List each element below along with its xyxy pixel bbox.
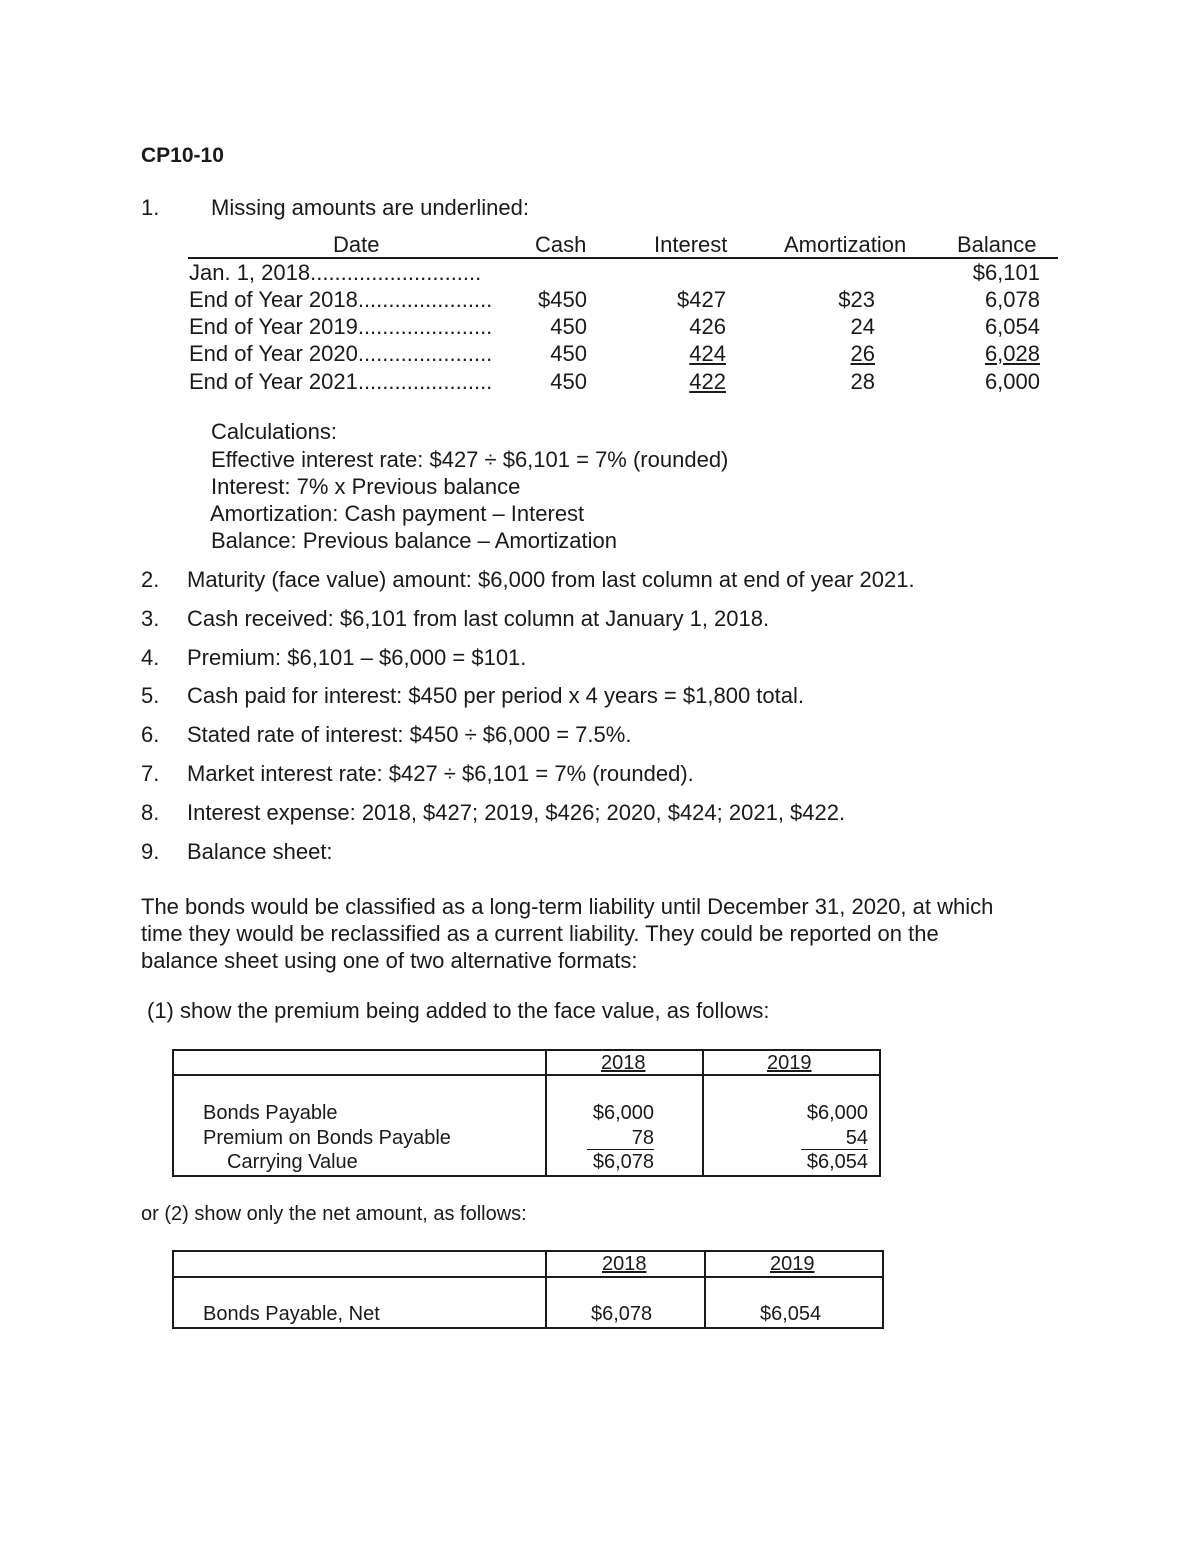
value-2018: $6,078 <box>591 1303 653 1325</box>
row-label: Carrying Value <box>227 1151 358 1173</box>
row-date: End of Year 2020 <box>189 341 358 366</box>
value-2018: $6,078 <box>592 1151 654 1173</box>
format-2-intro: or (2) show only the net amount, as follows: <box>141 1203 527 1225</box>
calculation-line: Balance: Previous balance – Amortization <box>211 528 618 553</box>
format-1-intro: (1) show the premium being added to the face value, as follows: <box>147 998 770 1023</box>
year-header-2018: 2018 <box>601 1052 646 1074</box>
row-interest: $427 <box>677 287 726 312</box>
list-item-number: 7. <box>141 761 160 786</box>
year-header-2019: 2019 <box>767 1052 812 1074</box>
calculation-line: Effective interest rate: $427 ÷ $6,101 = 7% (rounded) <box>211 447 729 472</box>
row-cash: 450 <box>550 341 587 366</box>
list-item: Interest expense: 2018, $427; 2019, $426; 2020, $424; 2021, $422. <box>187 800 846 825</box>
row-amortization: $23 <box>838 287 875 312</box>
calculation-line: Amortization: Cash payment – Interest <box>210 501 585 526</box>
row-interest: 426 <box>689 314 726 339</box>
row-label: Bonds Payable <box>203 1102 338 1124</box>
list-item-number: 4. <box>141 645 160 670</box>
column-divider <box>545 1250 547 1329</box>
value-2019: $6,054 <box>760 1303 822 1325</box>
list-item: Balance sheet: <box>187 839 333 864</box>
row-balance: $6,101 <box>972 260 1040 285</box>
row-date: Jan. 1, 2018 <box>189 260 311 285</box>
value-2018: $6,000 <box>592 1102 654 1124</box>
item-1-text: Missing amounts are underlined: <box>211 195 529 220</box>
row-date: End of Year 2021 <box>189 369 358 394</box>
list-item-number: 5. <box>141 683 160 708</box>
header-date: Date <box>333 232 380 257</box>
header-divider <box>172 1276 884 1278</box>
table-row <box>0 260 1200 287</box>
column-divider <box>545 1049 547 1177</box>
row-cash: 450 <box>550 314 587 339</box>
value-2019: $6,000 <box>806 1102 868 1124</box>
leader-dots: ...................... <box>357 369 493 394</box>
row-balance: 6,054 <box>984 314 1040 339</box>
row-amortization: 26 <box>850 341 875 366</box>
header-rule <box>188 257 1058 259</box>
value-2018: 78 <box>587 1127 654 1150</box>
list-item-number: 3. <box>141 606 160 631</box>
list-item: Cash received: $6,101 from last column at January 1, 2018. <box>187 606 770 631</box>
row-interest: 422 <box>689 369 726 394</box>
row-interest: 424 <box>689 341 726 366</box>
leader-dots: ...................... <box>357 287 493 312</box>
year-header-2019: 2019 <box>770 1253 815 1275</box>
year-header-2018: 2018 <box>602 1253 647 1275</box>
row-balance: 6,000 <box>984 369 1040 394</box>
value-2019: $6,054 <box>806 1151 868 1173</box>
list-item: Premium: $6,101 – $6,000 = $101. <box>187 645 527 670</box>
table-row <box>0 369 1200 396</box>
page-title: CP10-10 <box>141 144 224 167</box>
paragraph-line: balance sheet using one of two alternative formats: <box>141 948 638 973</box>
calculations-heading: Calculations: <box>211 419 337 444</box>
list-item: Maturity (face value) amount: $6,000 from last column at end of year 2021. <box>187 567 915 592</box>
list-item: Market interest rate: $427 ÷ $6,101 = 7% (rounded). <box>187 761 694 786</box>
leader-dots: ............................ <box>310 260 482 285</box>
list-item-number: 9. <box>141 839 160 864</box>
list-item: Stated rate of interest: $450 ÷ $6,000 = 7.5%. <box>187 722 632 747</box>
header-amortization: Amortization <box>784 232 907 257</box>
row-cash: 450 <box>550 369 587 394</box>
header-interest: Interest <box>654 232 728 257</box>
table-row <box>0 314 1200 341</box>
row-balance: 6,078 <box>984 287 1040 312</box>
row-date: End of Year 2019 <box>189 314 358 339</box>
calculation-line: Interest: 7% x Previous balance <box>211 474 521 499</box>
column-divider <box>702 1049 704 1177</box>
leader-dots: ...................... <box>357 341 493 366</box>
paragraph-line: time they would be reclassified as a current liability. They could be reported on the <box>141 921 939 946</box>
row-amortization: 28 <box>850 369 875 394</box>
paragraph-line: The bonds would be classified as a long-term liability until December 31, 2020, at which <box>141 894 994 919</box>
item-1-number: 1. <box>141 195 160 220</box>
list-item-number: 2. <box>141 567 160 592</box>
row-balance: 6,028 <box>984 341 1040 366</box>
table-row <box>0 341 1200 368</box>
list-item: Cash paid for interest: $450 per period x 4 years = $1,800 total. <box>187 683 804 708</box>
row-label: Bonds Payable, Net <box>203 1303 380 1325</box>
row-label: Premium on Bonds Payable <box>203 1127 451 1149</box>
list-item-number: 8. <box>141 800 160 825</box>
header-cash: Cash <box>535 232 587 257</box>
column-divider <box>704 1250 706 1329</box>
row-amortization: 24 <box>850 314 875 339</box>
leader-dots: ...................... <box>357 314 493 339</box>
row-date: End of Year 2018 <box>189 287 358 312</box>
list-item-number: 6. <box>141 722 160 747</box>
value-2019: 54 <box>801 1127 868 1150</box>
header-balance: Balance <box>957 232 1037 257</box>
row-cash: $450 <box>538 287 587 312</box>
table-row <box>0 287 1200 314</box>
